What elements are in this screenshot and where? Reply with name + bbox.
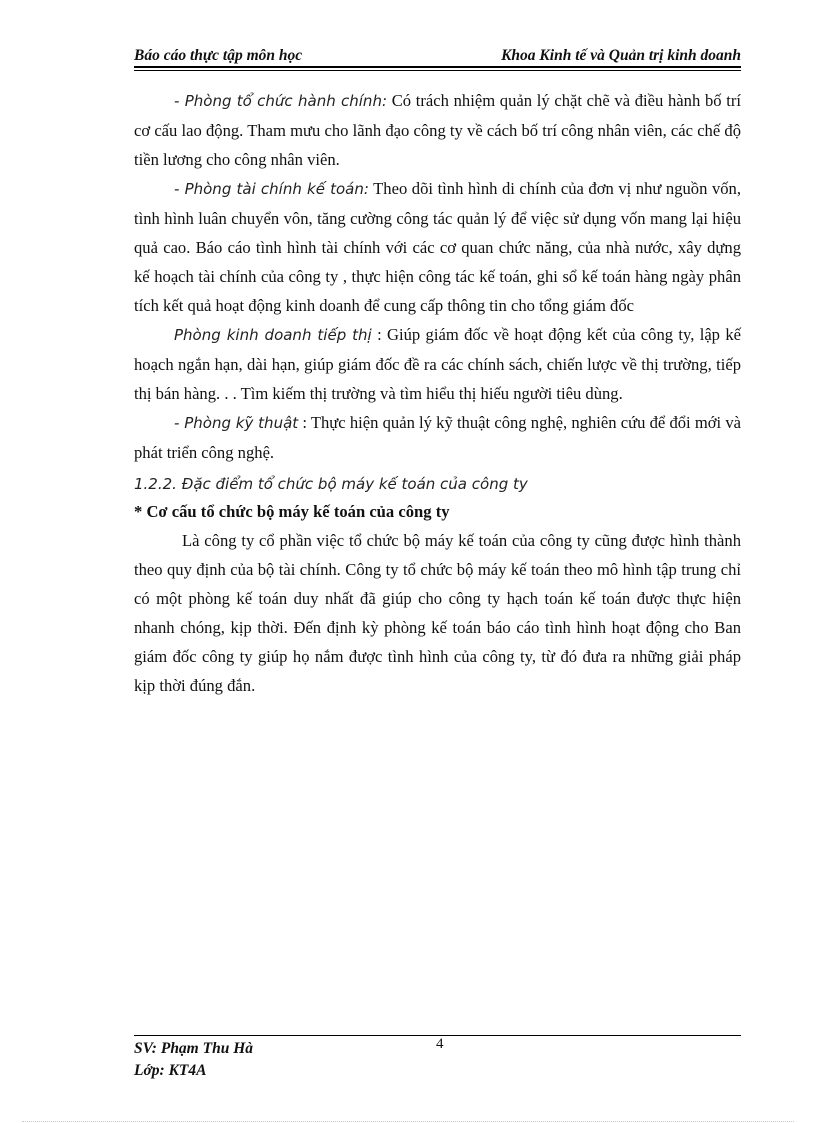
paragraph-finance-dept bbox=[134, 174, 741, 320]
header-faculty: Khoa Kinh tế và Quản trị kinh doanh bbox=[501, 47, 741, 64]
paragraph-text: : Giúp giám đốc về hoạt động kết của công ty, lập kế hoạch ngắn hạn, dài hạn, giúp giám đốc đề ra các chính sách, chiến lược về thị trường, tiếp thị bán hàng. . . Tìm kiếm thị trường và tìm hiểu thị hiếu người tiêu dùng. bbox=[134, 325, 741, 403]
page-body bbox=[134, 86, 741, 700]
page-number: 4 bbox=[436, 1036, 444, 1052]
paragraph-label: Phòng kinh doanh tiếp thị bbox=[174, 326, 372, 344]
bold-heading: * Cơ cấu tổ chức bộ máy kế toán của công ty bbox=[134, 502, 450, 521]
paragraph-tech-dept bbox=[134, 408, 741, 467]
footer-class: Lớp: KT4A bbox=[134, 1062, 207, 1079]
header-report-title: Báo cáo thực tập môn học bbox=[134, 47, 303, 64]
paragraph-label: - Phòng tài chính kế toán: bbox=[174, 180, 369, 198]
paragraph-label: - Phòng tổ chức hành chính: bbox=[174, 92, 388, 110]
paragraph-sales-dept bbox=[134, 320, 741, 408]
page-bottom-divider bbox=[22, 1121, 794, 1122]
paragraph-admin-dept bbox=[134, 86, 741, 174]
footer-student: SV: Phạm Thu Hà bbox=[134, 1040, 254, 1057]
paragraph-text: Theo dõi tình hình di chính của đơn vị như nguồn vốn, tình hình luân chuyển vôn, tăng cường công tác quản lý để việc sử dụng vốn mang lại hiệu quả cao. Báo cáo tình hình tài chính với các cơ quan chức năng, của nhà nước, xây dựng kế hoạch tài chính của công ty , thực hiện công tác kế toán, ghi sổ kế toán hàng ngày phân tích kết quả hoạt động kinh doanh để cung cấp thông tin cho tổng giám đốc bbox=[134, 179, 741, 315]
section-heading: 1.2.2. Đặc điểm tổ chức bộ máy kế toán của công ty bbox=[134, 475, 528, 493]
paragraph-label: - Phòng kỹ thuật bbox=[174, 414, 299, 432]
header-rule-thick bbox=[134, 66, 741, 68]
footer-author bbox=[134, 1038, 253, 1082]
page-header bbox=[134, 44, 741, 66]
body-paragraph: Là công ty cổ phần việc tổ chức bộ máy kế toán của công ty cũng được hình thành theo quy định của bộ tài chính. Công ty tổ chức bộ máy kế toán theo mô hình tập trung chỉ có một phòng kế toán duy nhất đã giúp cho công ty hạch toán kế toán được thực hiện nhanh chóng, kịp thời. Đến định kỳ phòng kế toán báo cáo tình hình hoạt động cho Ban giám đốc công ty giúp họ nắm được tình hình của công ty, từ đó đưa ra những giải pháp kịp thời đúng đắn. bbox=[134, 531, 741, 695]
paragraph-text: Có trách nhiệm quản lý chặt chẽ và điều hành bố trí cơ cấu lao động. Tham mưu cho lãnh đạo công ty về cách bố trí công nhân viên, các chế độ tiền lương cho công nhân viên. bbox=[134, 91, 741, 169]
paragraph-text: : Thực hiện quản lý kỹ thuật công nghệ, nghiên cứu để đổi mới và phát triển công nghệ. bbox=[134, 413, 741, 462]
header-rule-thin bbox=[134, 70, 741, 71]
